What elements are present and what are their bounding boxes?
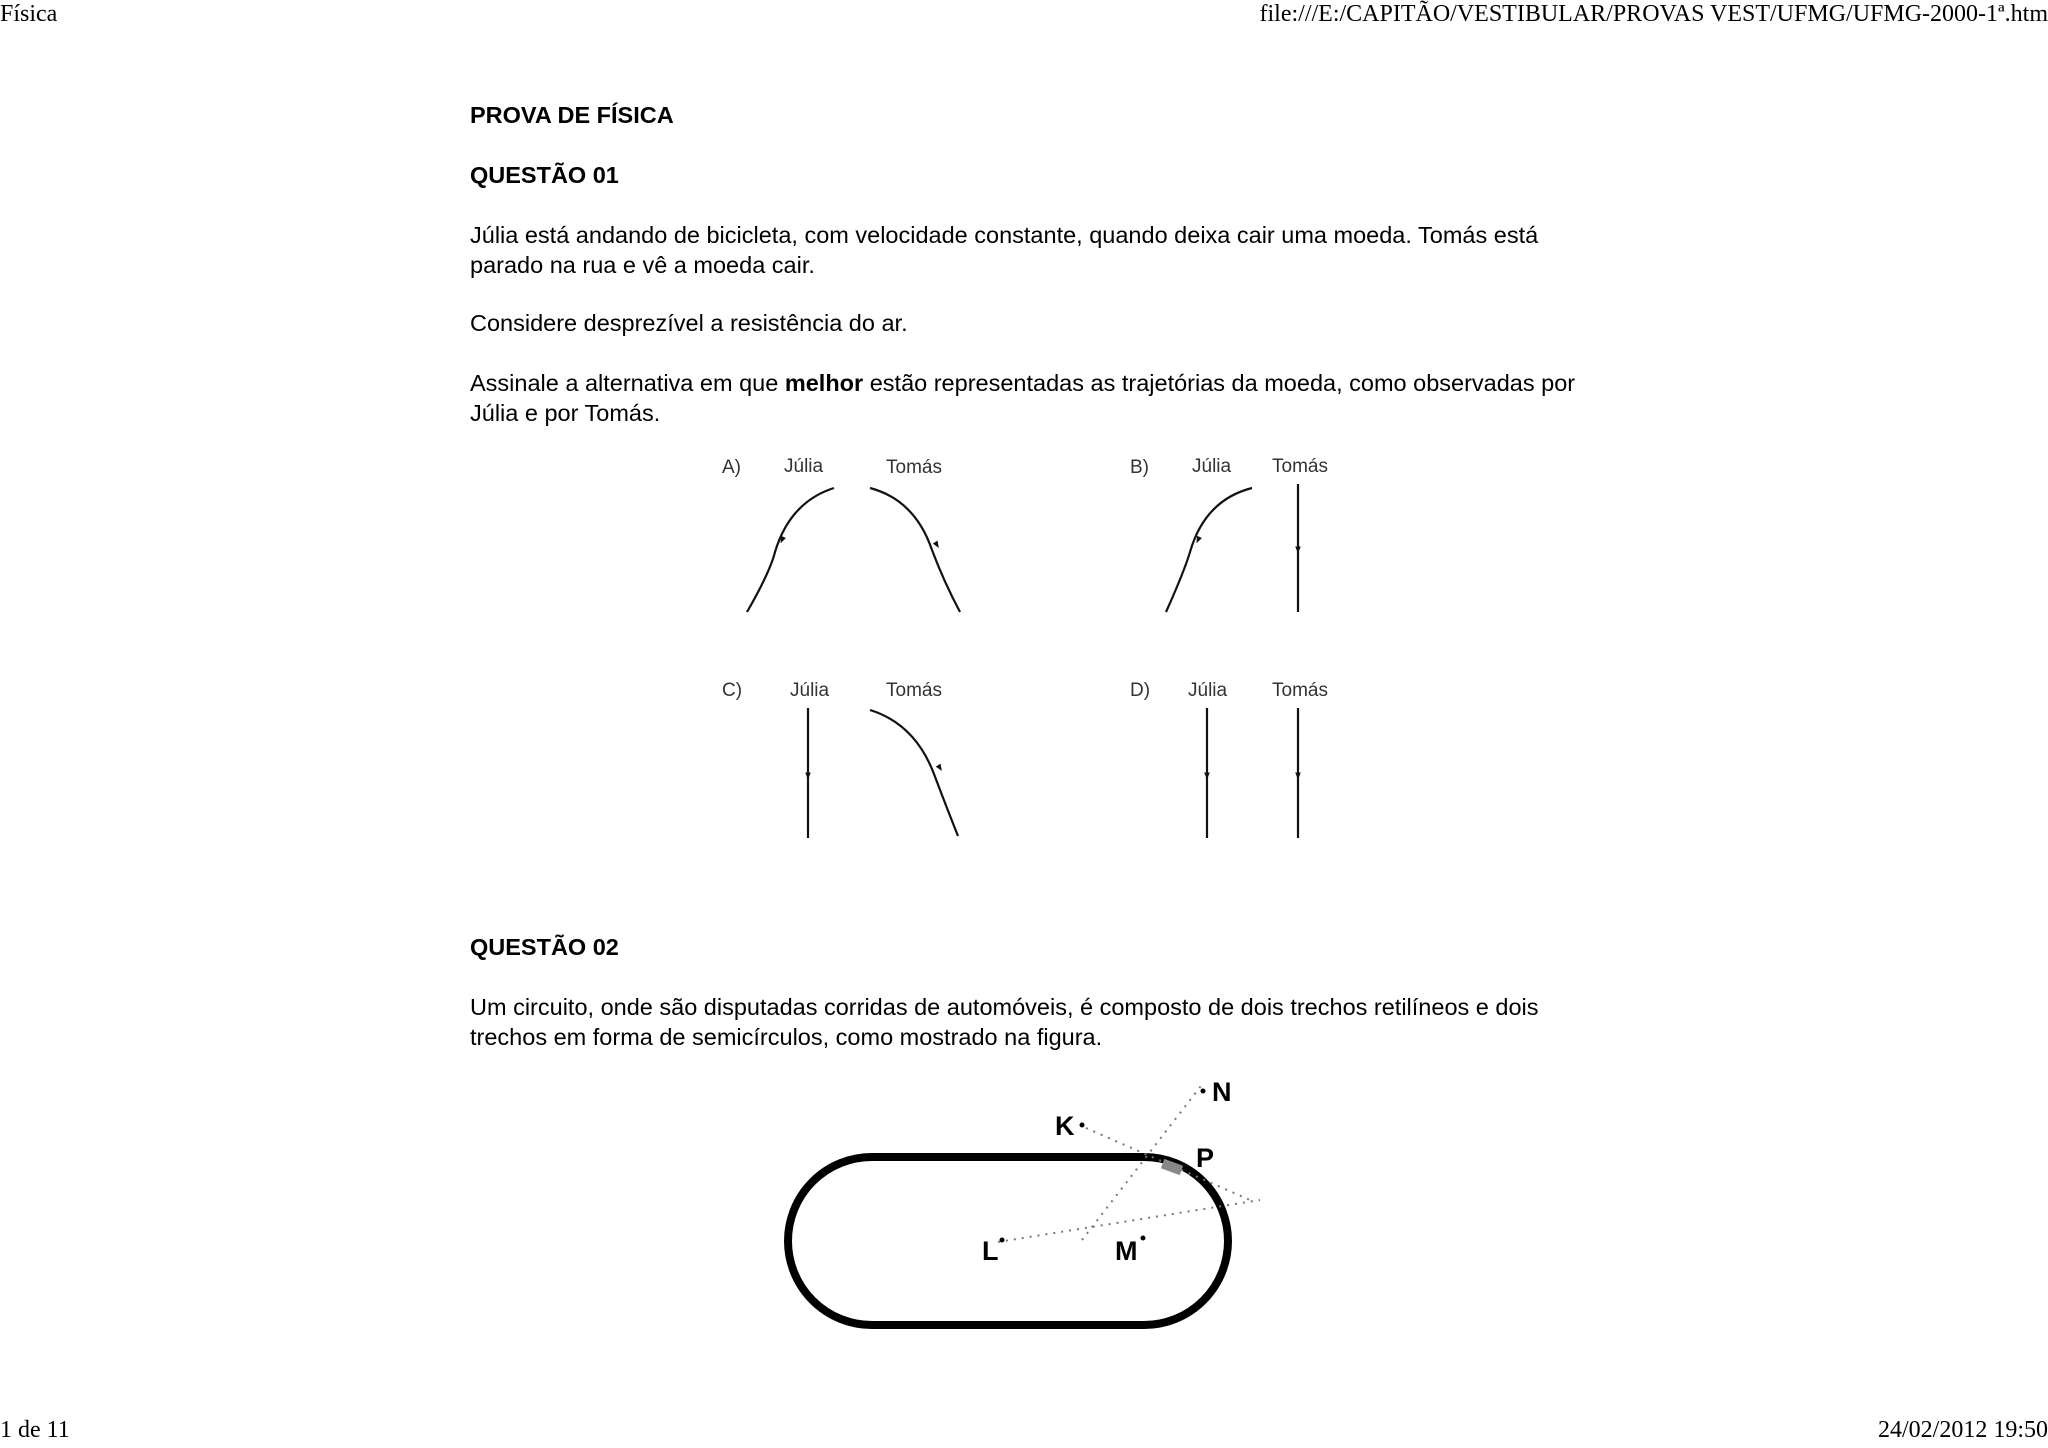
option-b-letter: B)	[1130, 457, 1149, 478]
option-a-julia-label: Júlia	[784, 456, 824, 477]
question-02-heading: QUESTÃO 02	[470, 934, 619, 960]
option-d-letter: D)	[1130, 680, 1151, 701]
option-c-tomas-label: Tomás	[886, 680, 942, 701]
point-p-label: P	[1196, 1143, 1215, 1173]
instruction-emphasis: melhor	[784, 370, 864, 396]
race-circuit-figure	[770, 1060, 1270, 1340]
point-m-dot	[1141, 1236, 1146, 1241]
point-k-label: K	[1055, 1111, 1075, 1141]
question-01-instruction	[470, 368, 1580, 428]
option-d-tomas-label: Tomás	[1272, 680, 1328, 701]
option-b-tomas-label: Tomás	[1272, 456, 1328, 477]
point-n-label: N	[1212, 1077, 1232, 1107]
question-02-text: Um circuito, onde são disputadas corridas de automóveis, é composto de dois trechos retilíneos e dois trechos em forma de semicírculos, como mostrado na figura.	[470, 994, 1539, 1050]
option-c-tomas-trajectory	[870, 710, 958, 836]
point-l-label: L	[982, 1236, 999, 1266]
option-a-julia-trajectory	[747, 488, 834, 612]
question-01-note: Considere desprezível a resistência do ar.	[470, 310, 908, 336]
option-c	[722, 680, 958, 838]
point-m-label: M	[1115, 1236, 1138, 1266]
point-l-dot	[1000, 1238, 1005, 1243]
point-n-dot	[1201, 1089, 1206, 1094]
exam-title: PROVA DE FÍSICA	[470, 102, 674, 128]
instruction-text-end: estão representadas as trajetórias da moeda, como observadas por Júlia e por Tomás.	[470, 370, 1576, 426]
question-01-heading: QUESTÃO 01	[470, 162, 619, 188]
print-footer-datetime: 24/02/2012 19:50	[1877, 1417, 2048, 1443]
option-a-tomas-trajectory	[870, 488, 960, 612]
question-01-text: Júlia está andando de bicicleta, com velocidade constante, quando deixa cair uma moeda. Tomás está parado na rua e vê a moeda cair.	[470, 222, 1539, 278]
point-k-dot	[1080, 1123, 1085, 1128]
print-header-title: Física	[0, 1, 58, 27]
option-a-letter: A)	[722, 457, 741, 478]
trajectory-options-figure	[700, 440, 1350, 850]
option-b-julia-trajectory	[1166, 488, 1252, 612]
option-c-julia-label: Júlia	[790, 680, 830, 701]
race-track	[788, 1157, 1228, 1325]
option-a-tomas-label: Tomás	[886, 457, 942, 478]
option-d-julia-label: Júlia	[1188, 680, 1228, 701]
option-a	[722, 456, 960, 612]
option-b-julia-label: Júlia	[1192, 456, 1232, 477]
print-footer-page: 1 de 11	[0, 1417, 70, 1443]
option-d	[1130, 680, 1328, 838]
print-header-url: file:///E:/CAPITÃO/VESTIBULAR/PROVAS VEST/UFMG/UFMG-2000-1ª.htm	[1259, 1, 2048, 27]
option-c-letter: C)	[722, 680, 743, 701]
option-b	[1130, 456, 1328, 612]
instruction-text-start: Assinale a alternativa em que	[470, 370, 785, 396]
